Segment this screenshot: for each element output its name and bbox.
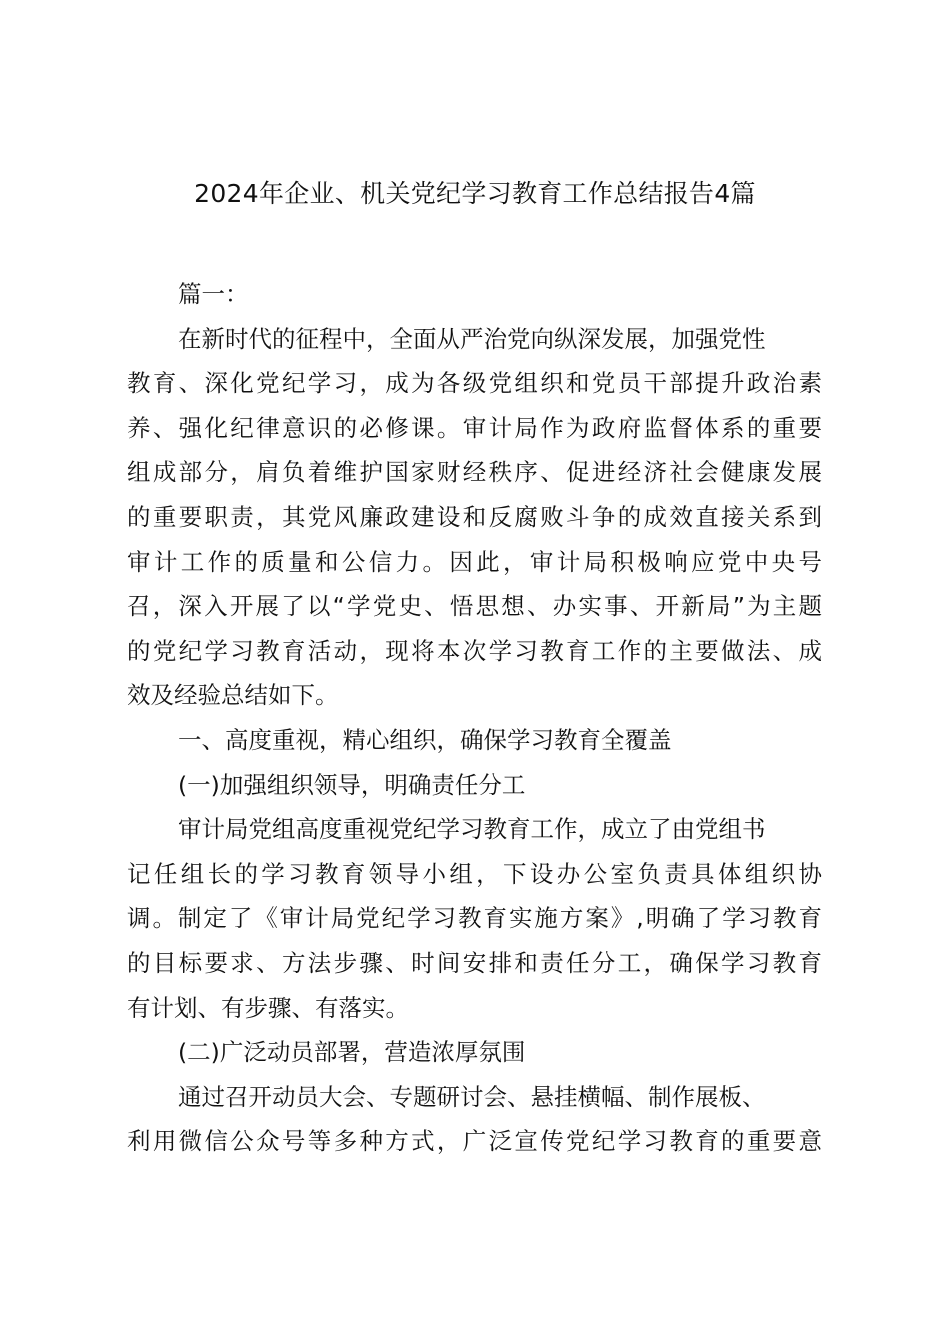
paragraph-line: 利用微信公众号等多种方式，广泛宣传党纪学习教育的重要意	[127, 1127, 822, 1156]
subsection-heading: (一)加强组织领导，明确责任分工	[178, 770, 526, 799]
paragraph-line: 组成部分，肩负着维护国家财经秩序、促进经济社会健康发展	[127, 458, 822, 487]
paragraph-line: 的目标要求、方法步骤、时间安排和责任分工，确保学习教育	[127, 948, 822, 977]
paragraph-line: 的党纪学习教育活动，现将本次学习教育工作的主要做法、成	[127, 636, 822, 665]
paragraph-line: 调。制定了《审计局党纪学习教育实施方案》,明确了学习教育	[127, 904, 822, 933]
paragraph-line: 在新时代的征程中，全面从严治党向纵深发展，加强党性	[178, 324, 766, 353]
paragraph-line: 有计划、有步骤、有落实。	[127, 993, 409, 1022]
paragraph-line: 审计局党组高度重视党纪学习教育工作，成立了由党组书	[178, 815, 766, 844]
paragraph-line: 通过召开动员大会、专题研讨会、悬挂横幅、制作展板、	[178, 1082, 766, 1111]
paragraph-line: 教育、深化党纪学习，成为各级党组织和党员干部提升政治素	[127, 369, 822, 398]
section-heading: 一、高度重视，精心组织，确保学习教育全覆盖	[178, 725, 672, 754]
paragraph-line: 养、强化纪律意识的必修课。审计局作为政府监督体系的重要	[127, 413, 822, 442]
paragraph-line: 效及经验总结如下。	[127, 681, 339, 710]
subsection-heading: (二)广泛动员部署，营造浓厚氛围	[178, 1038, 526, 1067]
document-body	[127, 272, 827, 1164]
document-title: 2024年企业、机关党纪学习教育工作总结报告4篇	[194, 179, 756, 208]
paragraph-line: 审计工作的质量和公信力。因此，审计局积极响应党中央号	[127, 547, 822, 576]
paragraph-line: 记任组长的学习教育领导小组，下设办公室负责具体组织协	[127, 859, 822, 888]
paragraph-line: 的重要职责，其党风廉政建设和反腐败斗争的成效直接关系到	[127, 502, 822, 531]
paragraph-line: 召，深入开展了以“学党史、悟思想、办实事、开新局”为主题	[127, 592, 822, 621]
section-label: 篇一：	[178, 280, 249, 308]
